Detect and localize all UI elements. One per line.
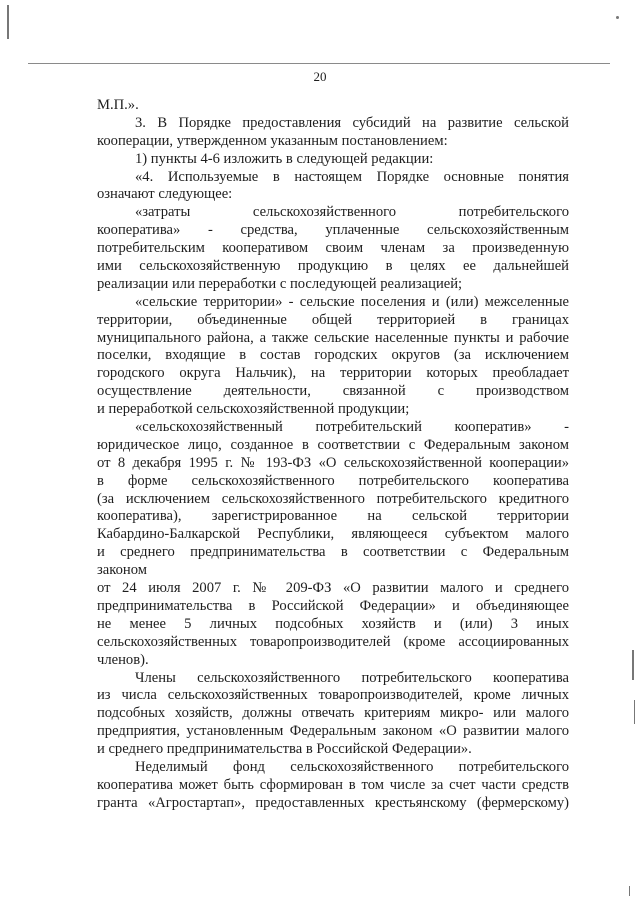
scan-mark-left <box>7 5 9 39</box>
text-line: и переработкой сельскохозяйственной продукции; <box>97 401 410 418</box>
text-line: ими сельскохозяйственную продукцию в целях ее дальнейшей <box>97 258 569 275</box>
text-line: в форме сельскохозяйственного потребительского кооператива <box>97 472 569 489</box>
text-line: Неделимый фонд сельскохозяйственного потребительского <box>135 758 569 775</box>
text-line: поселки, входящие в состав городских округов (за исключением <box>97 347 569 364</box>
text-line: муниципального района, а также сельские населенные пункты и рабочие <box>97 329 569 346</box>
text-line: территории, объединенные общей территорией в границах <box>97 311 569 328</box>
page-number: 20 <box>313 69 327 84</box>
text-line: кооператива» - средства, уплаченные сельскохозяйственным <box>97 222 569 239</box>
text-line: означают следующее: <box>97 186 233 203</box>
text-line: членов). <box>97 651 149 668</box>
text-line: и среднего предпринимательства в соответствии с Федеральным <box>97 544 569 561</box>
text-line: 1) пункты 4-6 изложить в следующей редакции: <box>135 150 434 167</box>
text-line: кооперации, утвержденном указанным постановлением: <box>97 132 448 149</box>
scan-mark-top-right <box>616 16 619 19</box>
text-line: законом <box>97 562 147 579</box>
text-line: предпринимательства в Российской Федерации» и объединяющее <box>97 597 569 614</box>
text-line: не менее 5 личных подсобных хозяйств и (или) 3 иных <box>97 615 569 632</box>
text-line: гранта «Агростартап», предоставленных крестьянскому (фермерскому) <box>97 794 569 811</box>
text-line: (за исключением сельскохозяйственного потребительского кредитного <box>97 490 569 507</box>
text-line: осуществление деятельности, связанной с производством <box>97 383 569 400</box>
text-line: потребительским кооперативом своим членам за произведенную <box>97 240 569 257</box>
text-line: «4. Используемые в настоящем Порядке основные понятия <box>135 168 569 185</box>
text-line: кооператива), зарегистрированное на сельской территории <box>97 508 569 525</box>
scan-mark-bottom-right <box>629 886 630 896</box>
header-rule <box>28 63 610 64</box>
text-line: и среднего предпринимательства в Российской Федерации». <box>97 741 472 758</box>
text-line: 3. В Порядке предоставления субсидий на развитие сельской <box>135 114 569 131</box>
text-line: Кабардино-Балкарской Республики, являющееся субъектом малого <box>97 526 569 543</box>
text-line: сельскохозяйственных товаропроизводителей (кроме ассоциированных <box>97 633 569 650</box>
text-line: «сельские территории» - сельские поселения и (или) межселенные <box>135 293 569 310</box>
text-line: кооператива может быть сформирован в том числе за счет части средств <box>97 776 569 793</box>
text-line: городского округа Нальчик), на территории которых преобладает <box>97 365 569 382</box>
text-line: от 8 декабря 1995 г. № 193-ФЗ «О сельскохозяйственной кооперации» <box>97 454 569 471</box>
text-line: «затраты сельскохозяйственного потребительского <box>135 204 569 221</box>
text-line: «сельскохозяйственный потребительский кооператив» - <box>135 419 569 436</box>
text-line: от 24 июля 2007 г. № 209-ФЗ «О развитии малого и среднего <box>97 580 569 597</box>
scan-mark-right-2 <box>634 700 635 724</box>
text-line: подсобных хозяйств, должны отвечать критериям микро- или малого <box>97 705 569 722</box>
text-line: из числа сельскохозяйственных товаропроизводителей, кроме личных <box>97 687 569 704</box>
document-body <box>97 97 569 813</box>
text-line: М.П.». <box>97 97 139 113</box>
text-line: предприятия, установленным Федеральным законом «О развитии малого <box>97 723 569 740</box>
text-line: реализации или переработки с последующей реализацией; <box>97 275 463 292</box>
text-line: юридическое лицо, созданное в соответствии с Федеральным законом <box>97 436 569 453</box>
text-line: Члены сельскохозяйственного потребительского кооператива <box>135 669 569 686</box>
scan-mark-right <box>632 650 634 680</box>
